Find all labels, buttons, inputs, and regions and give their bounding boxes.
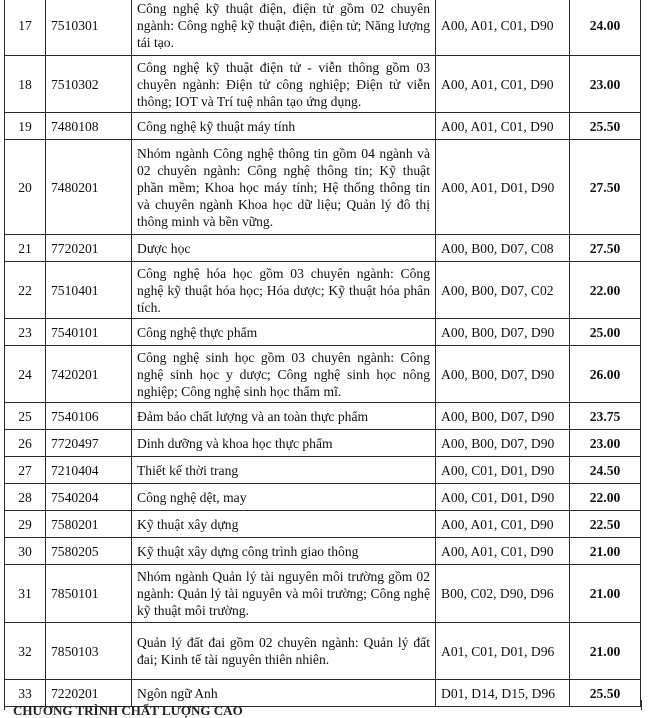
major-name: Dược học	[132, 235, 436, 262]
major-code: 7540106	[46, 403, 132, 430]
major-name: Dinh dưỡng và khoa học thực phẩm	[132, 430, 436, 457]
subject-combination: A01, C01, D01, D96	[436, 623, 570, 680]
benchmark-score: 23.75	[570, 403, 641, 430]
subject-combination: A00, C01, D01, D90	[436, 457, 570, 484]
major-name: Công nghệ kỹ thuật điện tử - viễn thông gồm 03 chuyên ngành: Điện tử công nghiệp; Điện tử viễn thông; IOT và Trí tuệ nhân tạo ứng dụng.	[132, 56, 436, 113]
table-row	[5, 511, 641, 538]
row-number: 22	[5, 262, 46, 319]
benchmark-score: 25.50	[570, 113, 641, 140]
major-code: 7210404	[46, 457, 132, 484]
subject-combination: A00, A01, D01, D90	[436, 140, 570, 235]
benchmark-score: 21.00	[570, 538, 641, 565]
row-number: 21	[5, 235, 46, 262]
subject-combination: A00, A01, C01, D90	[436, 538, 570, 565]
major-name: Công nghệ thực phẩm	[132, 319, 436, 346]
table-row	[5, 484, 641, 511]
next-section-heading-strip	[4, 700, 642, 718]
benchmark-score: 25.00	[570, 319, 641, 346]
major-name: Nhóm ngành Quản lý tài nguyên môi trường gồm 02 ngành: Quản lý tài nguyên và môi trường; Công nghệ kỹ thuật môi trường.	[132, 565, 436, 623]
benchmark-score: 21.00	[570, 565, 641, 623]
major-name: Kỹ thuật xây dựng	[132, 511, 436, 538]
benchmark-score: 21.00	[570, 623, 641, 680]
benchmark-score: 26.00	[570, 346, 641, 403]
major-code: 7540101	[46, 319, 132, 346]
subject-combination: A00, A01, C01, D90	[436, 0, 570, 56]
benchmark-score: 24.00	[570, 0, 641, 56]
row-number: 29	[5, 511, 46, 538]
table-row	[5, 113, 641, 140]
major-name: Công nghệ kỹ thuật điện, điện tử gồm 02 chuyên ngành: Công nghệ kỹ thuật điện, điện tử; Năng lượng tái tạo.	[132, 0, 436, 56]
row-number: 27	[5, 457, 46, 484]
row-number: 25	[5, 403, 46, 430]
major-code: 7510301	[46, 0, 132, 56]
major-code: 7540204	[46, 484, 132, 511]
table-row	[5, 430, 641, 457]
benchmark-score: 24.50	[570, 457, 641, 484]
table-row	[5, 457, 641, 484]
row-number: 33	[5, 680, 46, 707]
row-number: 32	[5, 623, 46, 680]
major-name: Công nghệ dệt, may	[132, 484, 436, 511]
row-number: 30	[5, 538, 46, 565]
major-code: 7480108	[46, 113, 132, 140]
subject-combination: A00, B00, D07, D90	[436, 319, 570, 346]
subject-combination: A00, C01, D01, D90	[436, 484, 570, 511]
major-code: 7580201	[46, 511, 132, 538]
major-name: Đảm bảo chất lượng và an toàn thực phẩm	[132, 403, 436, 430]
row-number: 20	[5, 140, 46, 235]
row-number: 23	[5, 319, 46, 346]
major-code: 7720201	[46, 235, 132, 262]
row-number: 18	[5, 56, 46, 113]
major-name: Công nghệ kỹ thuật máy tính	[132, 113, 436, 140]
major-code: 7850101	[46, 565, 132, 623]
major-name: Quản lý đất đai gồm 02 chuyên ngành: Quản lý đất đai; Kinh tế tài nguyên thiên nhiên.	[132, 623, 436, 680]
table-row	[5, 262, 641, 319]
row-number: 19	[5, 113, 46, 140]
subject-combination: B00, C02, D90, D96	[436, 565, 570, 623]
table-row	[5, 565, 641, 623]
benchmark-score: 23.00	[570, 430, 641, 457]
subject-combination: A00, B00, D07, C02	[436, 262, 570, 319]
benchmark-score: 22.50	[570, 511, 641, 538]
table-row	[5, 538, 641, 565]
subject-combination: A00, B00, D07, D90	[436, 403, 570, 430]
table-row	[5, 140, 641, 235]
major-code: 7510302	[46, 56, 132, 113]
row-number: 26	[5, 430, 46, 457]
major-code: 7580205	[46, 538, 132, 565]
table-row	[5, 0, 641, 56]
major-name: Thiết kế thời trang	[132, 457, 436, 484]
table-row	[5, 403, 641, 430]
benchmark-score: 27.50	[570, 235, 641, 262]
major-code: 7850103	[46, 623, 132, 680]
table-row	[5, 346, 641, 403]
major-code: 7720497	[46, 430, 132, 457]
table-row	[5, 319, 641, 346]
row-number: 31	[5, 565, 46, 623]
row-number: 17	[5, 0, 46, 56]
major-code: 7220201	[46, 680, 132, 707]
table-row	[5, 235, 641, 262]
major-name: Công nghệ hóa học gồm 03 chuyên ngành: Công nghệ kỹ thuật hóa học; Hóa dược; Kỹ thuật hóa phân tích.	[132, 262, 436, 319]
major-name: Kỹ thuật xây dựng công trình giao thông	[132, 538, 436, 565]
admission-score-table	[4, 0, 641, 707]
subject-combination: A00, B00, D07, D90	[436, 430, 570, 457]
row-number: 28	[5, 484, 46, 511]
table-row	[5, 623, 641, 680]
benchmark-score: 25.50	[570, 680, 641, 707]
subject-combination: A00, A01, C01, D90	[436, 56, 570, 113]
subject-combination: A00, B00, D07, D90	[436, 346, 570, 403]
row-number: 24	[5, 346, 46, 403]
major-code: 7420201	[46, 346, 132, 403]
subject-combination: A00, B00, D07, C08	[436, 235, 570, 262]
major-name: Công nghệ sinh học gồm 03 chuyên ngành: Công nghệ sinh học y dược; Công nghệ sinh học nông nghiệp; Công nghệ sinh học thẩm mĩ.	[132, 346, 436, 403]
benchmark-score: 23.00	[570, 56, 641, 113]
benchmark-score: 27.50	[570, 140, 641, 235]
table-row	[5, 56, 641, 113]
subject-combination: D01, D14, D15, D96	[436, 680, 570, 707]
benchmark-score: 22.00	[570, 262, 641, 319]
next-section-heading: CHƯƠNG TRÌNH CHẤT LƯỢNG CAO	[13, 703, 243, 718]
subject-combination: A00, A01, C01, D90	[436, 511, 570, 538]
major-code: 7480201	[46, 140, 132, 235]
major-code: 7510401	[46, 262, 132, 319]
major-name: Ngôn ngữ Anh	[132, 680, 436, 707]
subject-combination: A00, A01, C01, D90	[436, 113, 570, 140]
major-name: Nhóm ngành Công nghệ thông tin gồm 04 ngành và 02 chuyên ngành: Công nghệ thông tin; Kỹ thuật phần mềm; Khoa học máy tính; Hệ thống thông tin và chuyên ngành Khoa học dữ liệu; Quản lý đô thị thông minh và bền vững.	[132, 140, 436, 235]
benchmark-score: 22.00	[570, 484, 641, 511]
